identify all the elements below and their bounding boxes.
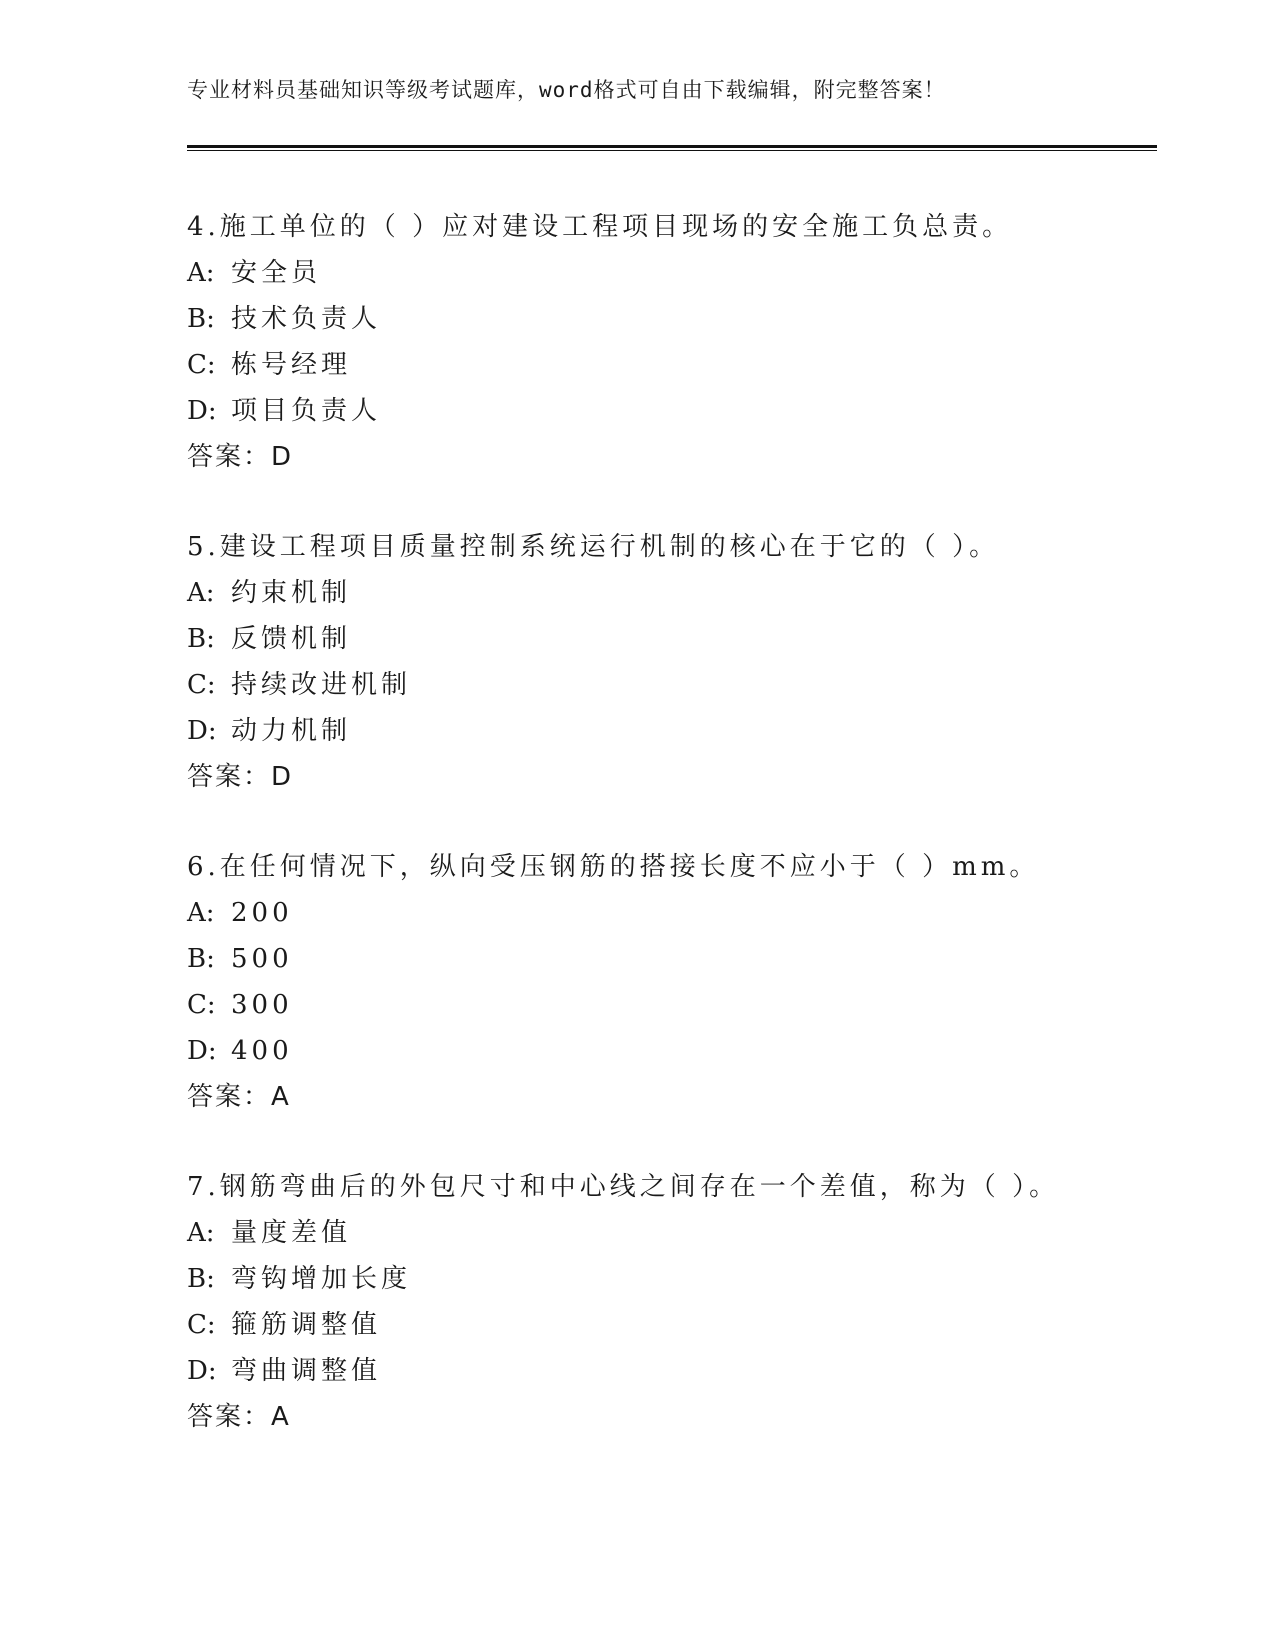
option-c (187, 982, 1167, 1028)
option-letter: C: (187, 1310, 216, 1340)
question-stem: 7.钢筋弯曲后的外包尺寸和中心线之间存在一个差值，称为（ ）。 (187, 1172, 1060, 1202)
question-block (187, 524, 1167, 800)
option-b (187, 296, 1167, 342)
option-text: 持续改进机制 (231, 670, 412, 700)
option-text: 弯曲调整值 (231, 1356, 382, 1386)
option-a (187, 250, 1167, 296)
option-c (187, 342, 1167, 388)
option-text: 量度差值 (231, 1218, 352, 1248)
option-text: 项目负责人 (231, 396, 382, 426)
option-text: 安全员 (231, 258, 322, 288)
option-text: 300 (231, 990, 293, 1020)
option-text: 500 (231, 944, 293, 974)
option-text: 技术负责人 (231, 304, 382, 334)
question-stem: 6.在任何情况下，纵向受压钢筋的搭接长度不应小于（ ）mm。 (187, 852, 1040, 882)
option-c (187, 1302, 1167, 1348)
option-text: 200 (231, 898, 293, 928)
option-letter: B: (187, 304, 215, 334)
option-d (187, 1348, 1167, 1394)
answer-line: 答案：D (187, 762, 294, 792)
option-letter: D: (187, 716, 217, 746)
question-stem: 5.建设工程项目质量控制系统运行机制的核心在于它的（ ）。 (187, 532, 1000, 562)
option-text: 动力机制 (231, 716, 352, 746)
answer-line: 答案：D (187, 442, 294, 472)
option-a (187, 570, 1167, 616)
option-text: 箍筋调整值 (231, 1310, 382, 1340)
option-letter: B: (187, 944, 215, 974)
option-b (187, 936, 1167, 982)
header-divider-thick (187, 145, 1157, 148)
question-block (187, 844, 1167, 1120)
option-d (187, 1028, 1167, 1074)
option-letter: C: (187, 350, 216, 380)
option-text: 弯钩增加长度 (231, 1264, 412, 1294)
option-d (187, 388, 1167, 434)
option-letter: D: (187, 1356, 217, 1386)
answer-line: 答案：A (187, 1082, 291, 1112)
option-text: 约束机制 (231, 578, 352, 608)
option-text: 反馈机制 (231, 624, 352, 654)
document-header: 专业材料员基础知识等级考试题库，word格式可自由下载编辑，附完整答案！ (187, 78, 946, 102)
option-letter: A: (187, 258, 215, 288)
option-letter: D: (187, 1036, 217, 1066)
option-letter: C: (187, 990, 216, 1020)
question-stem: 4.施工单位的（ ）应对建设工程项目现场的安全施工负总责。 (187, 212, 1013, 242)
option-letter: A: (187, 898, 215, 928)
option-letter: A: (187, 578, 215, 608)
header-divider-thin (187, 150, 1157, 151)
option-letter: B: (187, 624, 215, 654)
option-b (187, 616, 1167, 662)
answer-line: 答案：A (187, 1402, 291, 1432)
option-a (187, 1210, 1167, 1256)
option-b (187, 1256, 1167, 1302)
option-letter: D: (187, 396, 217, 426)
option-text: 栋号经理 (231, 350, 352, 380)
option-a (187, 890, 1167, 936)
option-c (187, 662, 1167, 708)
question-block (187, 204, 1167, 480)
option-d (187, 708, 1167, 754)
option-letter: C: (187, 670, 216, 700)
option-text: 400 (231, 1036, 293, 1066)
option-letter: A: (187, 1218, 215, 1248)
question-block (187, 1164, 1167, 1440)
option-letter: B: (187, 1264, 215, 1294)
